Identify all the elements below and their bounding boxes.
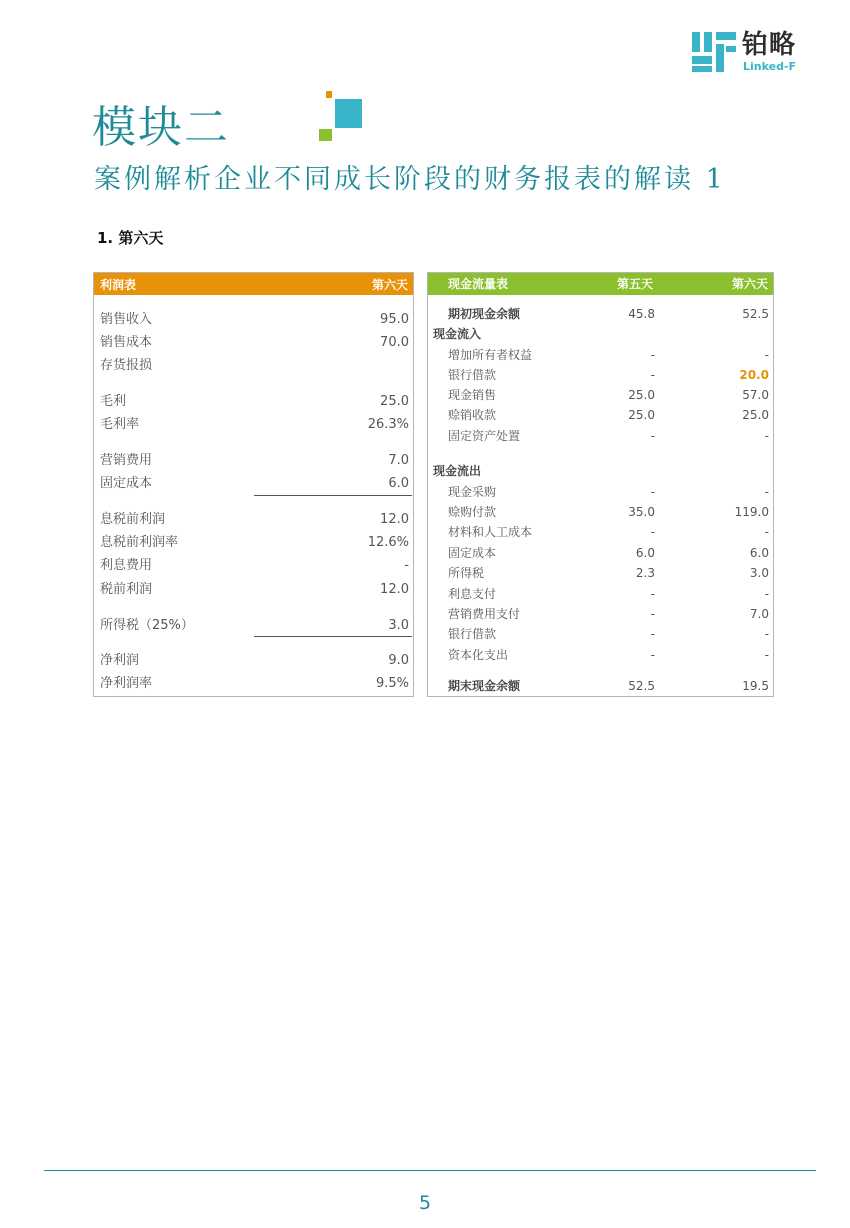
row-value: 12.0 — [380, 512, 409, 527]
income-table-header — [94, 273, 413, 295]
table-row — [94, 311, 413, 329]
table-row — [428, 646, 773, 664]
row-label: 所得税（25%） — [100, 618, 194, 633]
row-value-day6: 52.5 — [742, 307, 769, 321]
row-value-day6: - — [764, 485, 769, 499]
row-label: 银行借款 — [448, 627, 497, 641]
row-label: 材料和人工成本 — [448, 525, 533, 539]
table-row — [94, 334, 413, 352]
row-label: 赊销收款 — [448, 408, 497, 422]
table-row — [428, 544, 773, 562]
cash-table-header — [428, 273, 773, 295]
row-label: 固定资产处置 — [448, 429, 521, 443]
table-row — [428, 483, 773, 501]
table-row — [428, 585, 773, 603]
row-value: 70.0 — [380, 335, 409, 350]
table-row — [428, 503, 773, 521]
row-value-day6: 19.5 — [742, 679, 769, 693]
table-row — [428, 564, 773, 582]
row-label: 销售收入 — [100, 312, 153, 327]
logo-mark-icon — [692, 32, 738, 72]
cash-table-title: 现金流量表 — [448, 277, 509, 291]
row-value: - — [404, 558, 409, 573]
brand-logo — [692, 30, 812, 76]
row-label: 所得税 — [448, 566, 485, 580]
table-row — [428, 427, 773, 445]
row-value: 26.3% — [367, 417, 409, 432]
table-row — [428, 346, 773, 364]
row-label: 资本化支出 — [448, 648, 509, 662]
table-row — [428, 305, 773, 323]
row-value-day5: - — [650, 485, 655, 499]
table-row — [428, 406, 773, 424]
row-label: 增加所有者权益 — [448, 348, 533, 362]
table-row — [428, 462, 773, 480]
table-row — [94, 452, 413, 470]
row-label: 现金销售 — [448, 388, 497, 402]
row-value-day5: 35.0 — [628, 505, 655, 519]
table-row — [94, 475, 413, 493]
row-value-day5: 2.3 — [635, 566, 655, 580]
brand-name-cn: 铂略 — [742, 30, 797, 60]
row-value-day5: 6.0 — [635, 546, 655, 560]
income-column-header: 第六天 — [371, 277, 408, 292]
row-value-day6: - — [764, 525, 769, 539]
row-label: 营销费用支付 — [448, 607, 521, 621]
row-value: 9.5% — [375, 676, 409, 691]
row-value-day6: 25.0 — [742, 408, 769, 422]
cash-column-header-day5: 第五天 — [616, 277, 653, 291]
row-label: 息税前利润率 — [100, 535, 179, 550]
row-value-day5: - — [650, 587, 655, 601]
table-row — [94, 557, 413, 575]
row-value-day6: 20.0 — [739, 368, 769, 382]
row-value-day5: 52.5 — [628, 679, 655, 693]
cash-column-header-day6: 第六天 — [731, 277, 768, 291]
row-value: 9.0 — [388, 653, 409, 668]
section-heading: 1. 第六天 — [97, 229, 164, 247]
row-label: 税前利润 — [100, 582, 153, 597]
row-label: 固定成本 — [100, 476, 153, 491]
table-row — [428, 523, 773, 541]
row-value: 12.6% — [367, 535, 409, 550]
table-row — [428, 325, 773, 343]
table-row — [428, 386, 773, 404]
table-row — [428, 625, 773, 643]
row-label: 银行借款 — [448, 368, 497, 382]
table-row — [94, 581, 413, 599]
table-row — [94, 534, 413, 552]
row-value-day5: - — [650, 348, 655, 362]
row-value: 12.0 — [380, 582, 409, 597]
row-label: 营销费用 — [100, 453, 153, 468]
row-value-day6: - — [764, 648, 769, 662]
income-statement-table — [93, 272, 414, 697]
row-value: 25.0 — [380, 394, 409, 409]
table-row — [94, 393, 413, 411]
row-label: 净利润率 — [100, 676, 153, 691]
decor-square-teal — [335, 99, 362, 128]
brand-name-en: Linked-F — [743, 60, 797, 73]
row-value-day5: - — [650, 627, 655, 641]
row-value-day5: - — [650, 429, 655, 443]
row-label: 固定成本 — [448, 546, 497, 560]
income-table-title: 利润表 — [100, 277, 137, 292]
row-label: 毛利 — [100, 394, 127, 409]
row-value-day5: 25.0 — [628, 408, 655, 422]
row-value-day6: - — [764, 348, 769, 362]
row-value-day6: 7.0 — [749, 607, 769, 621]
row-label: 毛利率 — [100, 417, 140, 432]
row-label: 存货报损 — [100, 358, 153, 373]
row-value-day6: - — [764, 587, 769, 601]
row-label: 息税前利润 — [100, 512, 166, 527]
row-value-day6: 6.0 — [749, 546, 769, 560]
row-label: 销售成本 — [100, 335, 153, 350]
table-row — [94, 675, 413, 693]
subtotal-rule — [254, 636, 412, 637]
row-value-day5: 45.8 — [628, 307, 655, 321]
table-row — [94, 357, 413, 375]
row-value-day6: 57.0 — [742, 388, 769, 402]
row-value-day6: - — [764, 429, 769, 443]
row-value-day6: 119.0 — [734, 505, 769, 519]
row-value-day5: - — [650, 525, 655, 539]
group-label: 现金流出 — [433, 464, 482, 478]
row-value-day6: - — [764, 627, 769, 641]
table-row — [428, 366, 773, 384]
row-value-day6: 3.0 — [749, 566, 769, 580]
row-value-day5: 25.0 — [628, 388, 655, 402]
row-label: 期初现金余额 — [448, 307, 521, 321]
row-value-day5: - — [650, 368, 655, 382]
row-value: 6.0 — [388, 476, 409, 491]
table-row — [94, 511, 413, 529]
table-row — [94, 617, 413, 635]
row-label: 利息费用 — [100, 558, 153, 573]
table-row — [428, 605, 773, 623]
row-label: 期末现金余额 — [448, 679, 521, 693]
row-label: 净利润 — [100, 653, 140, 668]
group-label: 现金流入 — [433, 327, 482, 341]
row-label: 现金采购 — [448, 485, 497, 499]
row-value: 7.0 — [388, 453, 409, 468]
row-label: 利息支付 — [448, 587, 497, 601]
table-row — [428, 677, 773, 695]
table-row — [94, 652, 413, 670]
row-value: 3.0 — [388, 618, 409, 633]
table-row — [94, 416, 413, 434]
page-number: 5 — [418, 1192, 432, 1214]
subtotal-rule — [254, 495, 412, 496]
row-label: 赊购付款 — [448, 505, 497, 519]
page-subtitle: 案例解析企业不同成长阶段的财务报表的解读 1 — [94, 164, 726, 195]
module-title: 模块二 — [92, 102, 230, 153]
decor-square-orange — [326, 91, 332, 98]
row-value-day5: - — [650, 648, 655, 662]
decor-square-green — [319, 129, 332, 141]
footer-divider — [44, 1170, 816, 1171]
row-value-day5: - — [650, 607, 655, 621]
cash-flow-table — [427, 272, 774, 697]
row-value: 95.0 — [380, 312, 409, 327]
